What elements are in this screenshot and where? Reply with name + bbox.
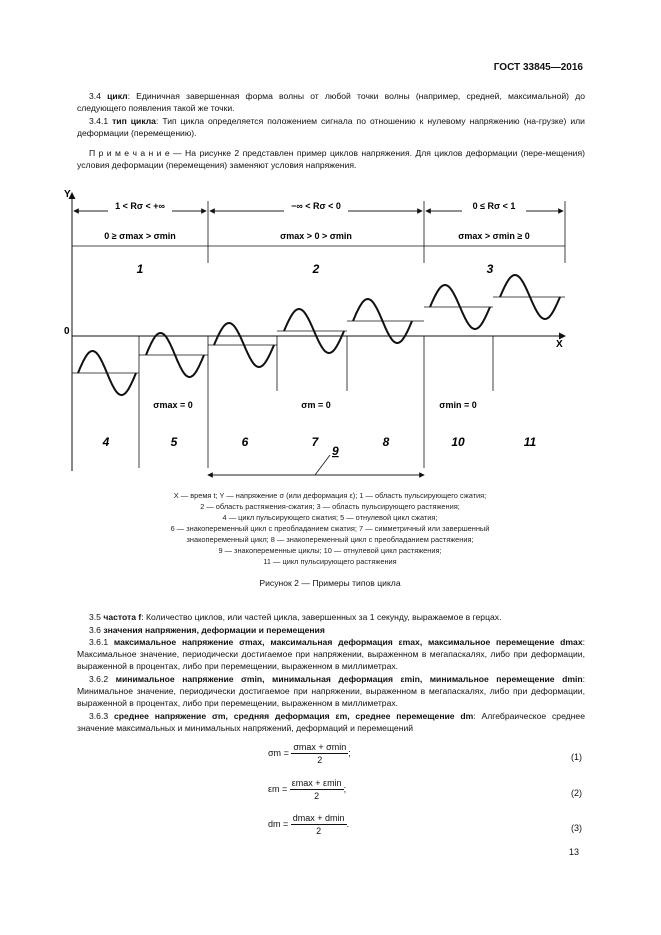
cycle-7: 7 (311, 435, 319, 449)
legend-line: 4 — цикл пульсирующего сжатия; 5 — отнулевой цикл сжатия; (222, 513, 438, 522)
mid-label-sigma-min: σmin = 0 (439, 400, 477, 410)
cycle-5: 5 (170, 435, 178, 449)
note-label: П р и м е ч а н и е (89, 148, 170, 158)
zero-label: 0 (64, 326, 70, 337)
section-number: 3.5 (89, 612, 104, 622)
x-axis-label: X (556, 339, 563, 350)
section-3-4-1 (77, 115, 585, 139)
legend-line: знакопеременный цикл; 8 — знакопеременный цикл с преобладанием растяжения; (186, 535, 474, 544)
legend-line: X — время t; Y — напряжение σ (или деформация ε); 1 — область пульсирующего сжатия; (173, 491, 487, 500)
range-label-1: 1 < Rσ < +∞ (115, 201, 165, 211)
cycle-types-figure (60, 183, 585, 483)
section-number: 3.6.3 (89, 711, 114, 721)
section-number: 3.6.1 (89, 637, 114, 647)
mid-label-sigma-max: σmax = 0 (153, 400, 193, 410)
mid-label-sigma-m: σm = 0 (301, 400, 331, 410)
cycle-8: 8 (382, 435, 390, 449)
legend-line: 11 — цикл пульсирующего растяжения (263, 557, 397, 566)
eq-denominator: 2 (317, 755, 323, 765)
eq-denominator: 2 (314, 791, 320, 801)
section-3-6-2 (77, 673, 585, 710)
condition-2: σmax > 0 > σmin (280, 231, 352, 241)
note (77, 147, 585, 171)
eq-numerator: σmax + σmin (293, 742, 347, 752)
condition-3: σmax > σmin ≥ 0 (458, 231, 530, 241)
range-label-3: 0 ≤ Rσ < 1 (472, 201, 516, 211)
definition: : Минимальное значение, периодически достигаемое при напряжении, выраженном в мегапаскалях, либо при деформации, выраженной в процентах, либо при перемещении, выраженном в миллиметрах. (77, 674, 585, 709)
section-number: 3.4.1 (89, 116, 113, 126)
page-number: 13 (569, 847, 580, 857)
equation-3: dm = $\frac{dmax + dmin}{2}$ . (268, 813, 350, 836)
cycle-11: 11 (523, 435, 537, 449)
legend-line: 9 — знакопеременные циклы; 10 — отнулевой цикл растяжения; (218, 546, 442, 555)
eq-denominator: 2 (316, 826, 322, 836)
equation-1: σm = $\frac{\sigma\max + \sigma\min}{2}$ ; (268, 742, 351, 765)
range-label-2: −∞ < Rσ < 0 (291, 201, 341, 211)
equation-number-1: (1) (571, 752, 582, 762)
eq-lhs: dm (268, 818, 281, 829)
legend-line: 6 — знакопеременный цикл с преобладанием сжатия; 7 — симметричный или завершенный (170, 524, 490, 533)
cycle-4: 4 (102, 435, 110, 449)
wave-group (72, 275, 565, 395)
definition: : Максимальное значение, периодически достигаемое при напряжении, выраженном в мегапаскалях, либо при деформации, выраженной в процентах, либо при перемещении, выраженном в миллиметрах. (77, 637, 585, 672)
term: частота f (103, 612, 142, 622)
bracket-9-label: 9 (332, 444, 339, 458)
section-number: 3.4 (89, 91, 108, 101)
eq-numerator: dmax + dmin (292, 813, 345, 823)
definition: : Количество циклов, или частей цикла, завершенных за 1 секунду, выражаемое в герцах. (141, 612, 502, 622)
definition: : Алгебраическое среднее значение максимальных и минимальных напряжений, деформаций и перемещений (77, 711, 585, 734)
definition: : Единичная завершенная форма волны от любой точки волны (например, средней, максимальной) до следующего появления такой же точки. (77, 91, 585, 114)
legend-line: 2 — область растяжения-сжатия; 3 — область пульсирующего растяжения; (200, 502, 460, 511)
term: цикл (107, 91, 128, 101)
term: среднее напряжение σm, средняя деформация εm, среднее перемещение dm (113, 711, 474, 721)
condition-1: 0 ≥ σmax > σmin (104, 231, 176, 241)
equation-2: εm = $\frac{\varepsilon\max + \varepsilon\min}{2}$ ; (268, 778, 347, 801)
section-3-6-1 (77, 636, 585, 673)
eq-lhs: σm (268, 747, 282, 758)
section-3-4 (77, 90, 585, 114)
term: минимальное напряжение σmin, минимальная деформация εmin, минимальное перемещение dmin (115, 674, 583, 684)
equation-number-3: (3) (571, 823, 582, 833)
section-number: 3.6 (89, 625, 104, 635)
section-3-6 (77, 624, 585, 636)
eq-lhs: εm (268, 783, 280, 794)
region-1: 1 (136, 262, 144, 276)
term: значения напряжения, деформации и перемещения (103, 625, 325, 635)
section-number: 3.6.2 (89, 674, 116, 684)
section-3-6-3 (77, 710, 585, 734)
cycle-6: 6 (241, 435, 249, 449)
figure-legend (70, 490, 590, 567)
figure-title: Рисунок 2 — Примеры типов цикла (259, 578, 401, 588)
standard-header: ГОСТ 33845—2016 (493, 62, 583, 73)
y-axis-label: Y (64, 189, 71, 200)
note-text: — На рисунке 2 представлен пример циклов напряжения. Для циклов деформации (пере-мещения) условия деформации (перемещения) заменяют условия напряжения. (77, 148, 586, 171)
region-3: 3 (486, 262, 494, 276)
term: тип цикла (112, 116, 156, 126)
eq-numerator: εmax + εmin (291, 778, 342, 788)
definition: : Тип цикла определяется положением сигнала по отношению к нулевому напряжению (на-грузке) или деформации (перемещению). (77, 116, 585, 139)
equation-number-2: (2) (571, 788, 582, 798)
region-2: 2 (312, 262, 320, 276)
section-3-5 (77, 611, 585, 623)
cycle-10: 10 (451, 435, 465, 449)
term: максимальное напряжение σmax, максимальная деформация εmax, максимальное перемещение dmax (113, 637, 583, 647)
